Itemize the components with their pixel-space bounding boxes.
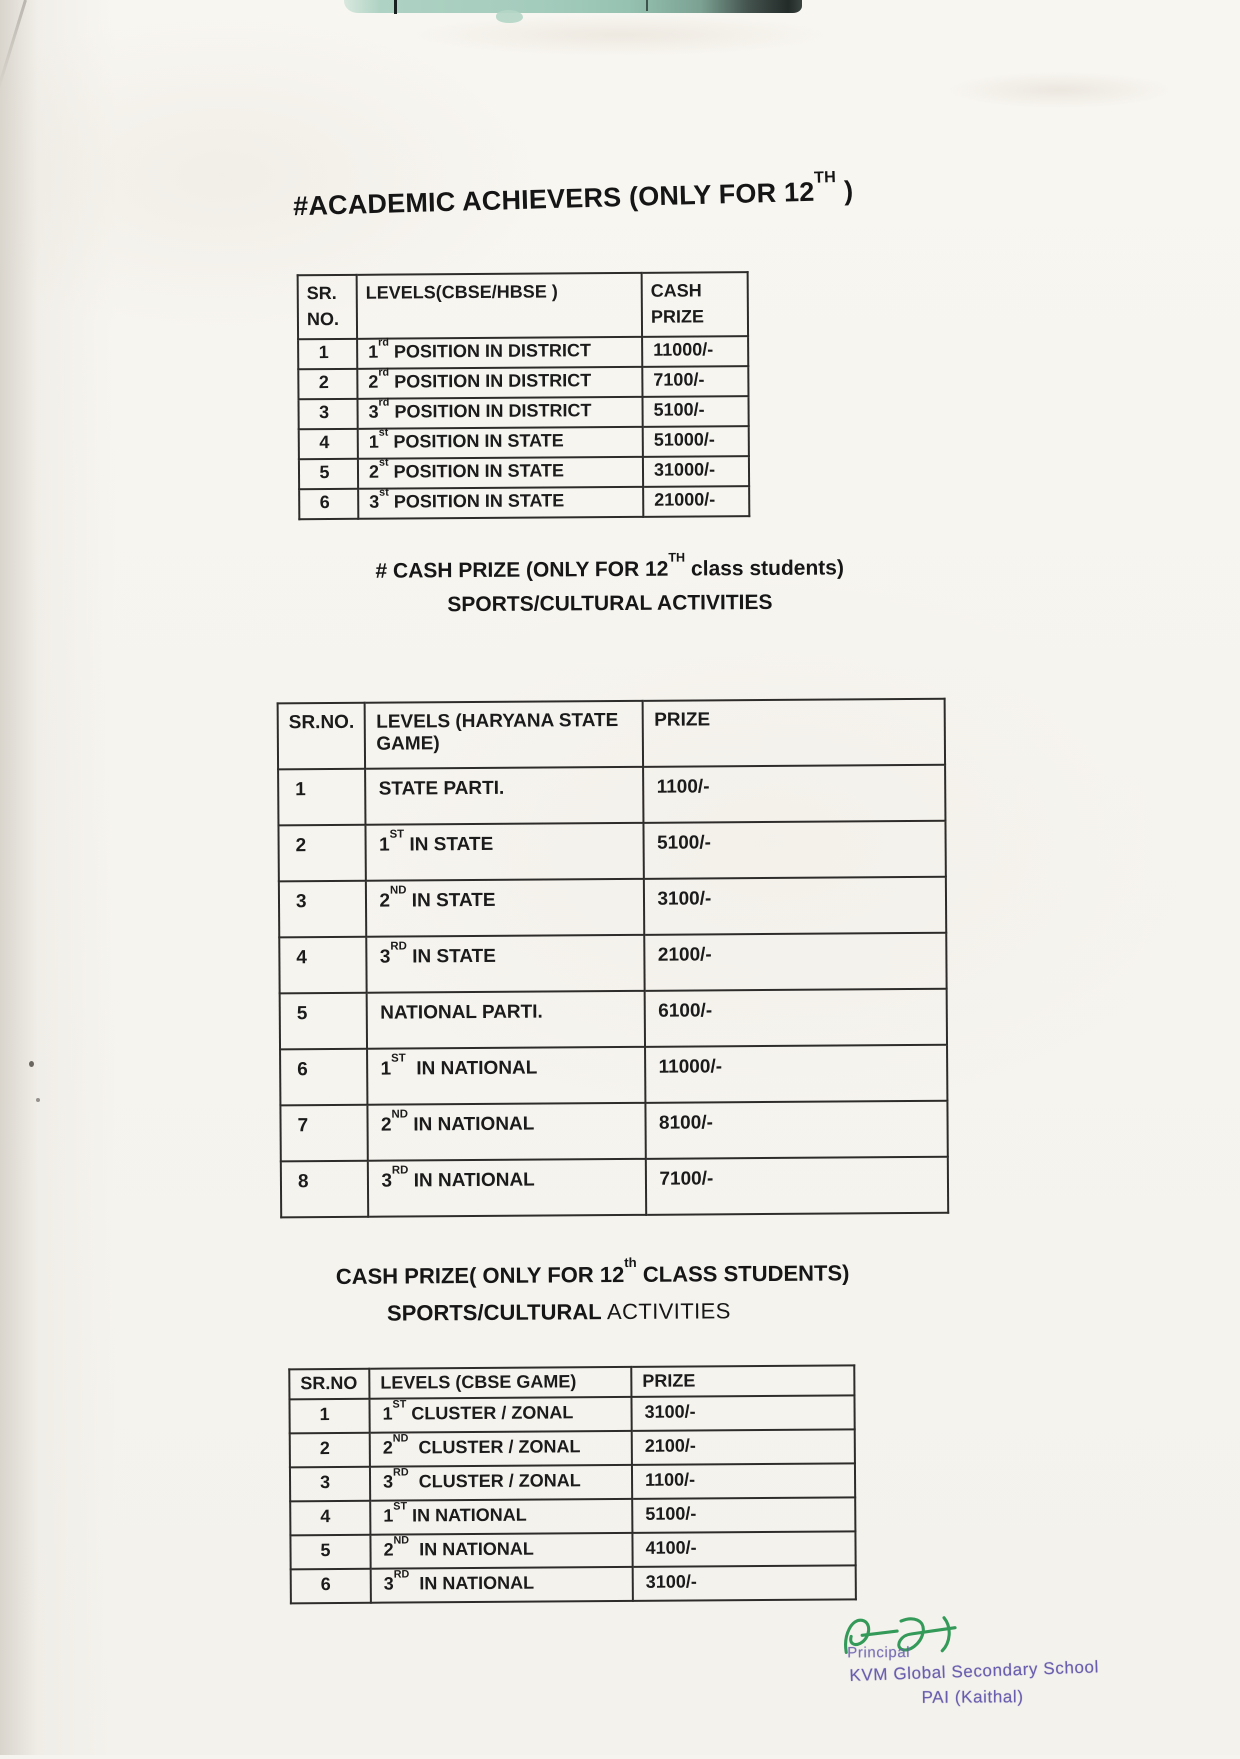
prize-cell: 2100/- — [645, 933, 947, 991]
heading-line-regular-part: ACTIVITIES — [601, 1298, 731, 1325]
sr-no-cell: 1 — [278, 769, 366, 826]
table-header-row — [289, 1365, 854, 1399]
sr-no-cell: 5 — [280, 993, 368, 1050]
prize-cell: 11000/- — [645, 1045, 947, 1103]
level-cell: 3RD IN NATIONAL — [368, 1159, 646, 1217]
prize-cell: 8100/- — [646, 1101, 948, 1159]
table-row — [281, 1157, 949, 1218]
column-header-prize: PRIZE — [631, 1365, 854, 1397]
table-row — [279, 877, 947, 938]
table-row — [290, 1497, 855, 1535]
level-cell: 2ND IN NATIONAL — [370, 1533, 632, 1569]
sr-no-cell: 3 — [279, 881, 367, 938]
sr-no-cell: 2 — [278, 825, 366, 882]
level-cell: 3RD IN STATE — [367, 935, 645, 993]
prize-cell: 6100/- — [645, 989, 947, 1047]
sr-no-cell: 5 — [299, 459, 358, 489]
table-row — [279, 933, 947, 994]
sr-no-cell: 3 — [290, 1467, 370, 1502]
level-cell: STATE PARTI. — [366, 767, 644, 825]
level-cell: 2rd POSITION IN DISTRICT — [357, 367, 642, 399]
level-cell: 1ST IN NATIONAL — [370, 1499, 632, 1535]
table-row — [299, 486, 749, 519]
level-cell: 1ST CLUSTER / ZONAL — [369, 1397, 631, 1433]
heading-line: # CASH PRIZE (ONLY FOR 12TH class students) — [375, 550, 844, 583]
prize-cell: 31000/- — [643, 456, 749, 487]
prize-cell: 2100/- — [632, 1429, 855, 1465]
prize-cell: 5100/- — [632, 1497, 855, 1533]
sr-no-cell: 1 — [298, 339, 357, 369]
level-cell: NATIONAL PARTI. — [367, 991, 645, 1049]
sr-no-cell: 8 — [281, 1161, 369, 1218]
table-row — [298, 396, 748, 429]
column-header-sr-no: SR.NO. — [278, 703, 366, 770]
level-cell: 3st POSITION IN STATE — [358, 487, 643, 519]
prize-cell: 7100/- — [642, 366, 748, 397]
table-row — [280, 1045, 948, 1106]
sr-no-cell: 7 — [280, 1105, 368, 1162]
table-header-row — [298, 272, 748, 339]
prize-cell: 1100/- — [644, 765, 946, 823]
stamp-principal: Principal — [847, 1643, 911, 1662]
sr-no-cell: 1 — [289, 1399, 369, 1434]
table-row — [289, 1395, 854, 1433]
level-cell: 2ND IN STATE — [366, 879, 644, 937]
table-row — [290, 1531, 855, 1569]
level-cell: 2ND CLUSTER / ZONAL — [370, 1431, 632, 1467]
column-header-levels: LEVELS (CBSE GAME) — [369, 1367, 631, 1399]
prize-cell: 5100/- — [642, 396, 748, 427]
column-header-sr-no: SR. NO. — [298, 275, 357, 339]
prize-cell: 11000/- — [642, 336, 748, 367]
table-row — [278, 765, 946, 826]
stamp-place: PAI (Kaithal) — [921, 1687, 1024, 1707]
level-cell: 3RD IN NATIONAL — [371, 1567, 633, 1603]
column-header-cash-prize: CASH PRIZE — [642, 272, 748, 337]
table-row — [298, 336, 748, 369]
heading-line-bold-part: SPORTS/CULTURAL — [386, 1299, 602, 1326]
table-row — [280, 989, 948, 1050]
column-header-sr-no: SR.NO — [289, 1369, 369, 1400]
section-heading-sports-state — [310, 551, 910, 623]
prize-cell: 3100/- — [644, 877, 946, 935]
heading-line: CASH PRIZE( ONLY FOR 12th CLASS STUDENTS) — [335, 1254, 850, 1289]
document-title: #ACADEMIC ACHIEVERS (ONLY FOR 12TH ) — [292, 168, 854, 222]
column-header-levels: LEVELS (HARYANA STATE GAME) — [365, 701, 643, 769]
column-header-prize: PRIZE — [643, 699, 945, 767]
prize-cell: 5100/- — [644, 821, 946, 879]
table-row — [290, 1463, 855, 1501]
heading-line — [259, 1291, 859, 1332]
table-row — [299, 456, 749, 489]
level-cell: 1ST IN NATIONAL — [367, 1047, 645, 1105]
sr-no-cell: 4 — [279, 937, 367, 994]
section-heading-sports-cbse — [292, 1254, 893, 1332]
level-cell: 3rd POSITION IN DISTRICT — [357, 397, 642, 429]
level-cell: 1st POSITION IN STATE — [358, 427, 643, 459]
stamp-school-name: KVM Global Secondary School — [849, 1657, 1100, 1686]
level-cell: 1rd POSITION IN DISTRICT — [357, 337, 642, 369]
sr-no-cell: 6 — [291, 1569, 371, 1604]
table-header-row — [278, 699, 946, 770]
table-row — [280, 1101, 948, 1162]
level-cell: 2st POSITION IN STATE — [358, 457, 643, 489]
prize-cell: 21000/- — [643, 486, 749, 517]
prize-cell: 7100/- — [646, 1157, 948, 1215]
sr-no-cell: 3 — [298, 399, 357, 429]
sr-no-cell: 5 — [290, 1535, 370, 1570]
table-row — [278, 821, 946, 882]
table-row — [299, 426, 749, 459]
level-cell: 3RD CLUSTER / ZONAL — [370, 1465, 632, 1501]
sr-no-cell: 4 — [290, 1501, 370, 1536]
sr-no-cell: 2 — [290, 1433, 370, 1468]
sr-no-cell: 2 — [298, 369, 357, 399]
haryana-state-game-table — [277, 698, 950, 1219]
prize-cell: 51000/- — [643, 426, 749, 457]
level-cell: 2ND IN NATIONAL — [368, 1103, 646, 1161]
prize-cell: 1100/- — [632, 1463, 855, 1499]
signature-block — [837, 1604, 1138, 1726]
prize-cell: 3100/- — [631, 1395, 854, 1431]
academic-achievers-table — [297, 271, 751, 520]
heading-line: SPORTS/CULTURAL ACTIVITIES — [447, 590, 773, 617]
table-row — [298, 366, 748, 399]
sr-no-cell: 6 — [299, 489, 358, 519]
sr-no-cell: 4 — [299, 429, 358, 459]
prize-cell: 4100/- — [632, 1531, 855, 1567]
cbse-game-table — [288, 1364, 857, 1604]
level-cell: 1ST IN STATE — [366, 823, 644, 881]
column-header-levels: LEVELS(CBSE/HBSE ) — [357, 273, 642, 339]
sr-no-cell: 6 — [280, 1049, 368, 1106]
table-row — [291, 1565, 856, 1603]
table-row — [290, 1429, 855, 1467]
prize-cell: 3100/- — [633, 1565, 856, 1601]
